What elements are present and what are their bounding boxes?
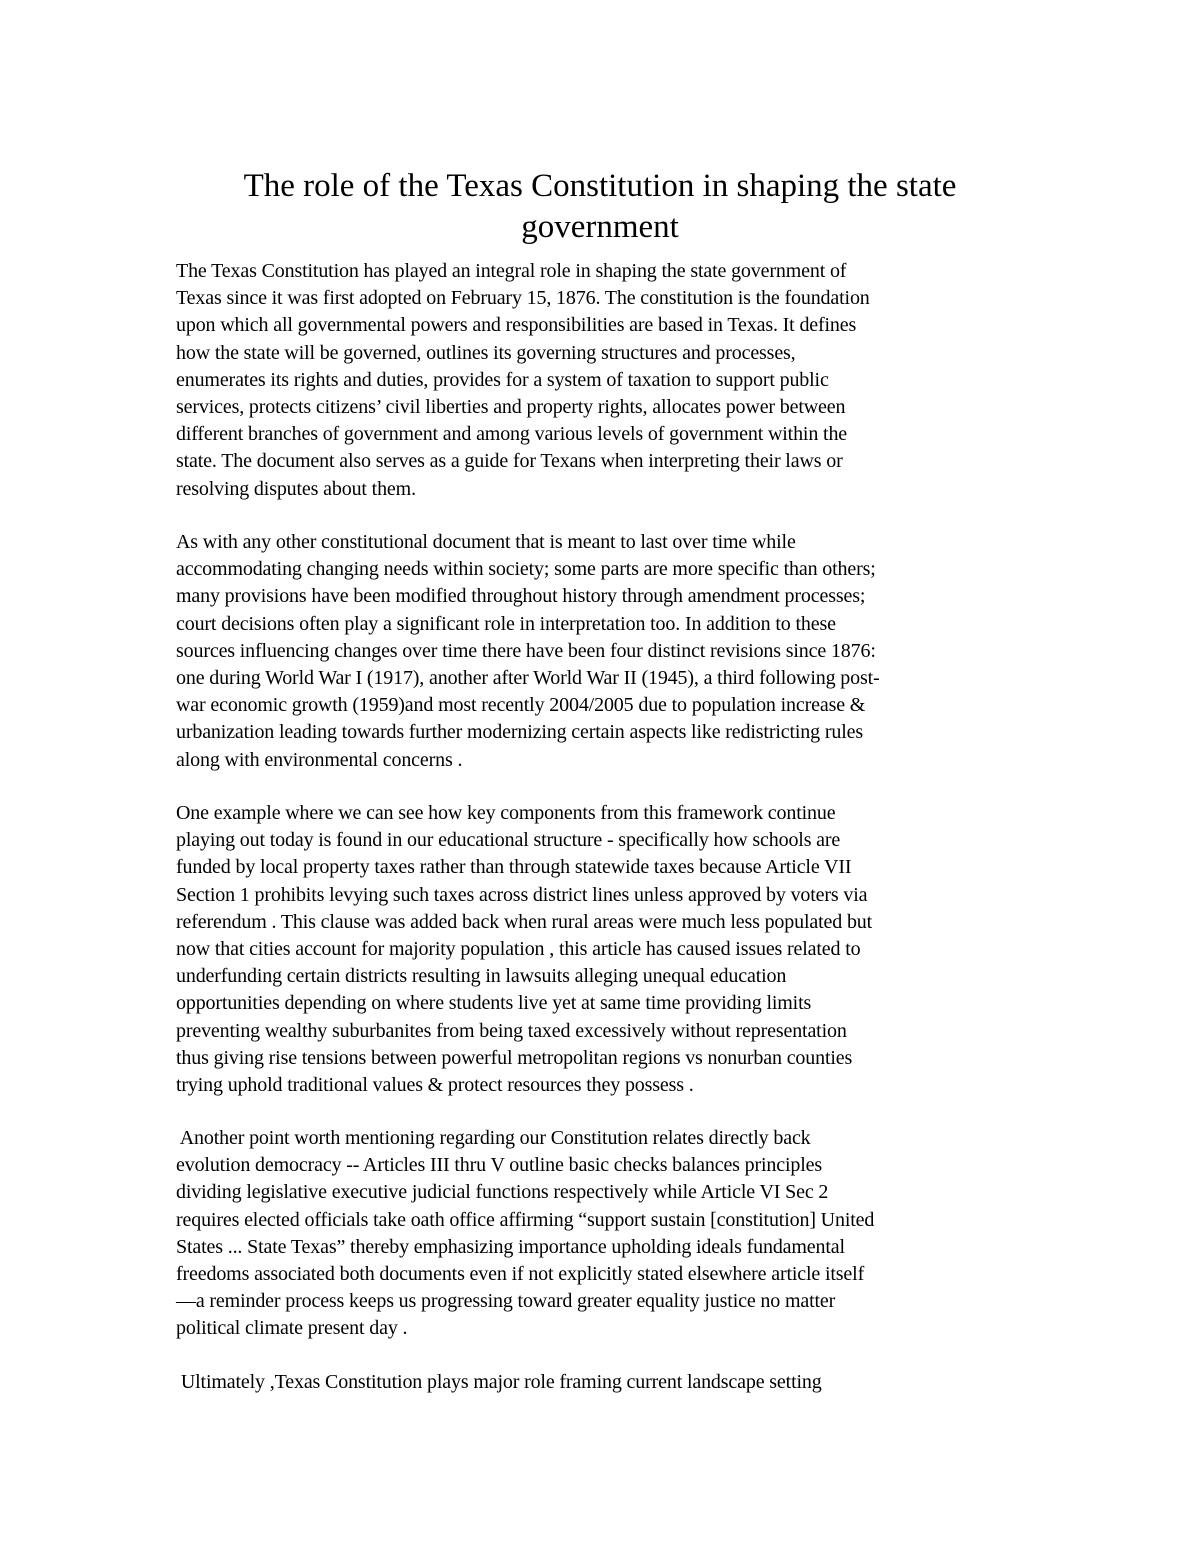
text-line: Texas since it was first adopted on February 15, 1876. The constitution is the foundation — [176, 287, 870, 310]
text-line: court decisions often play a significant role in interpretation too. In addition to these — [176, 612, 836, 635]
text-line: urbanization leading towards further modernizing certain aspects like redistricting rules — [176, 721, 863, 744]
text-line: how the state will be governed, outlines its governing structures and processes, — [176, 341, 796, 364]
text-line: war economic growth (1959)and most recently 2004/2005 due to population increase & — [176, 694, 866, 717]
text-line: thus giving rise tensions between powerful metropolitan regions vs nonurban counties — [176, 1046, 853, 1069]
text-line: funded by local property taxes rather than through statewide taxes because Article VII — [176, 856, 852, 879]
text-line: enumerates its rights and duties, provides for a system of taxation to support public — [176, 368, 829, 391]
body-paragraph-1 — [176, 258, 1036, 503]
text-line: upon which all governmental powers and responsibilities are based in Texas. It defines — [176, 314, 857, 337]
text-line: freedoms associated both documents even if not explicitly stated elsewhere article itself — [176, 1263, 865, 1286]
document-title — [150, 166, 1050, 248]
text-line: underfunding certain districts resulting in lawsuits alleging unequal education — [176, 965, 787, 988]
text-line: referendum . This clause was added back when rural areas were much less populated but — [176, 910, 873, 933]
text-line: dividing legislative executive judicial functions respectively while Article VI Sec 2 — [176, 1181, 829, 1204]
body-paragraph-5 — [176, 1369, 1036, 1396]
text-line: The Texas Constitution has played an integral role in shaping the state government of — [176, 260, 847, 282]
body-paragraph-4 — [176, 1125, 1036, 1343]
text-line: state. The document also serves as a guide for Texans when interpreting their laws or — [176, 450, 843, 473]
text-line: evolution democracy -- Articles III thru V outline basic checks balances principles — [176, 1154, 823, 1177]
text-line: along with environmental concerns . — [176, 748, 463, 771]
title-line: government — [521, 209, 679, 245]
text-line: requires elected officials take oath office affirming “support sustain [constitution] United — [176, 1208, 875, 1231]
text-line: preventing wealthy suburbanites from being taxed excessively without representation — [176, 1019, 847, 1042]
text-line: different branches of government and among various levels of government within the — [176, 423, 848, 446]
text-line: One example where we can see how key components from this framework continue — [176, 802, 836, 824]
text-line: now that cities account for majority population , this article has caused issues related to — [176, 938, 861, 961]
text-line: Ultimately ,Texas Constitution plays major role framing current landscape setting — [176, 1371, 822, 1393]
text-line: Another point worth mentioning regarding our Constitution relates directly back — [176, 1127, 811, 1149]
text-line: many provisions have been modified throughout history through amendment processes; — [176, 585, 866, 608]
text-line: one during World War I (1917), another after World War II (1945), a third following post- — [176, 667, 880, 690]
text-line: sources influencing changes over time there have been four distinct revisions since 1876: — [176, 639, 876, 662]
body-paragraph-3 — [176, 800, 1036, 1099]
text-line: trying uphold traditional values & protect resources they possess . — [176, 1074, 694, 1097]
text-line: accommodating changing needs within society; some parts are more specific than others; — [176, 558, 876, 581]
text-line: Section 1 prohibits levying such taxes across district lines unless approved by voters via — [176, 883, 868, 906]
text-line: services, protects citizens’ civil liberties and property rights, allocates power between — [176, 396, 846, 419]
text-line: —a reminder process keeps us progressing toward greater equality justice no matter — [176, 1290, 836, 1313]
text-line: opportunities depending on where students live yet at same time providing limits — [176, 992, 812, 1015]
title-line: The role of the Texas Constitution in shaping the state — [243, 168, 957, 204]
text-line: As with any other constitutional document that is meant to last over time while — [176, 531, 796, 553]
text-line: playing out today is found in our educational structure - specifically how schools are — [176, 829, 841, 852]
text-line: resolving disputes about them. — [176, 477, 416, 500]
body-paragraph-2 — [176, 529, 1036, 774]
text-line: States ... State Texas” thereby emphasizing importance upholding ideals fundamental — [176, 1235, 845, 1258]
text-line: political climate present day . — [176, 1317, 408, 1340]
